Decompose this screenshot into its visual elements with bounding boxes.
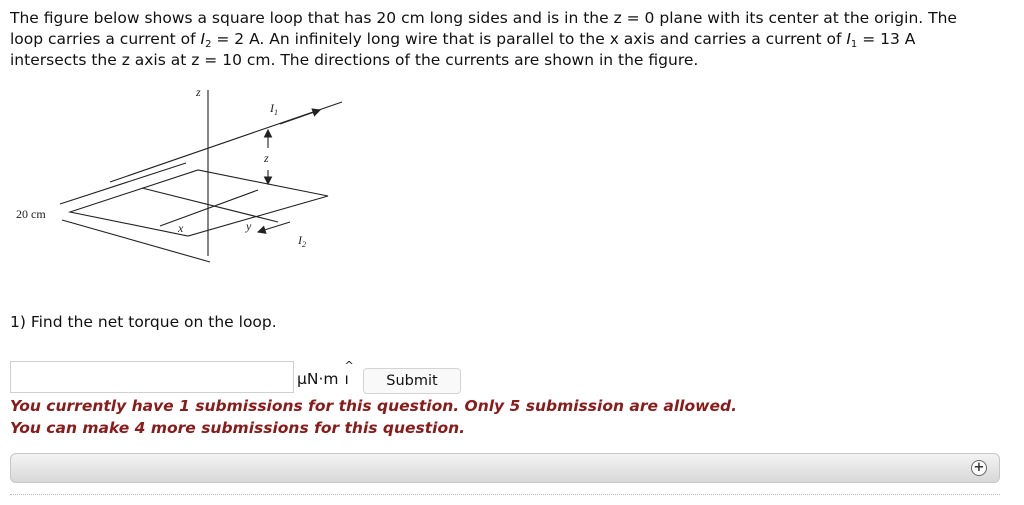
remaining-submissions-notice: You can make 4 more submissions for this question. (10, 419, 466, 437)
problem-line-2 (10, 29, 1010, 50)
i1-label-main: I (270, 101, 274, 115)
submission-count-notice: You currently have 1 submissions for this question. Only 5 submission are allowed. (10, 397, 737, 415)
i2-symbol: I (200, 30, 206, 48)
x-axis-label: x (178, 221, 184, 235)
unit-text: μN·m (297, 370, 339, 388)
i1-subscript: 1 (850, 39, 858, 50)
loop-current-arrow (258, 222, 290, 232)
i1-label-sub: 1 (274, 108, 278, 117)
problem-line-2b: = 2 A. An infinitely long wire that is parallel to the x axis and carries a current of (211, 30, 847, 48)
section-divider (10, 494, 1000, 495)
answer-unit (297, 359, 354, 388)
wire-i1-arrow (280, 110, 320, 124)
problem-line-1: The figure below shows a square loop that has 20 cm long sides and is in the z = 0 plane with its center at the origin. The (10, 9, 957, 27)
answer-input[interactable] (10, 361, 294, 393)
loop-wire-figure (10, 86, 350, 268)
y-axis-line (142, 188, 278, 222)
problem-line-2a: loop carries a current of (10, 30, 201, 48)
unit-vector-hat: ^ (344, 359, 354, 372)
i2-label (297, 233, 306, 249)
question-text: 1) Find the net torque on the loop. (10, 313, 277, 331)
problem-line-2c: = 13 A (857, 30, 916, 48)
problem-line-3: intersects the z axis at z = 10 cm. The directions of the currents are shown in the figure. (10, 51, 699, 69)
expand-panel-bar[interactable] (10, 453, 1000, 483)
unit-vector-i-hat (344, 359, 354, 388)
unit-vector-symbol: ı (344, 370, 349, 388)
i2-subscript: 2 (205, 39, 212, 50)
side-length-label: 20 cm (16, 207, 46, 221)
dimension-line-bottom (62, 220, 210, 262)
plus-circle-icon[interactable]: + (971, 460, 987, 476)
i1-symbol: I (846, 30, 851, 48)
z-axis-label: z (196, 86, 201, 99)
i2-label-main: I (298, 233, 302, 247)
square-loop (70, 170, 328, 236)
y-axis-label: y (246, 219, 252, 233)
z-distance-label: z (264, 151, 269, 165)
submit-button[interactable]: Submit (363, 368, 461, 394)
i2-label-sub: 2 (302, 240, 306, 249)
problem-statement (10, 8, 1010, 71)
dimension-line-top (60, 163, 186, 204)
i1-label (269, 101, 278, 117)
